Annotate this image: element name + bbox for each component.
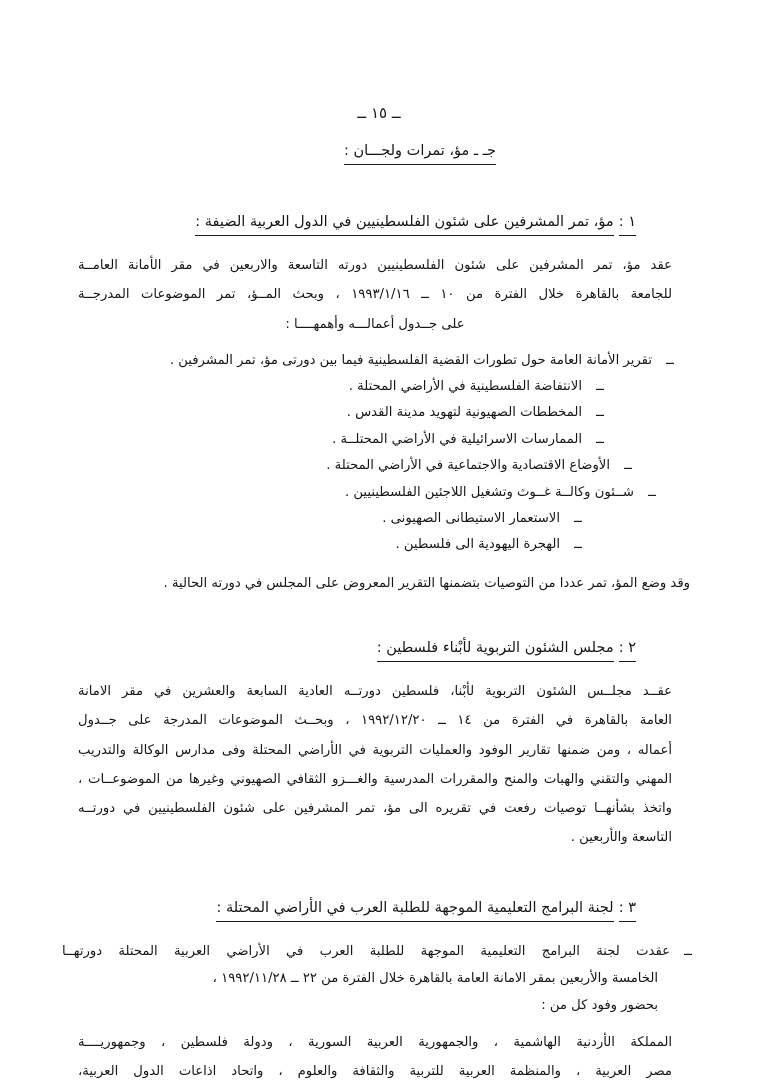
section-3-list-item [62, 938, 696, 965]
list-item [62, 506, 696, 532]
list-item-label: الأوضاع الاقتصادية والاجتماعية في الأراضي المحتلة . [326, 458, 610, 474]
section-3-title-text: لجنة البرامج التعليمية الموجهة للطلبة العرب في الأراضي المحتلة : [216, 897, 613, 922]
dash-icon: ــ [648, 484, 656, 500]
section-1-paragraph-line: على جــدول أعمالـــه وأهمهــــا : [285, 316, 465, 332]
dash-icon: ــ [684, 943, 692, 959]
section-2-paragraph-line: أعماله ، ومن ضمنها تقارير الوفود والعمليات التربوية في الأراضي المحتلة وفى مدارس الوكالة والتدريب [78, 742, 672, 758]
dash-icon: ــ [624, 458, 632, 474]
section-3-tail-line: مصر العربية ، والمنظمة العربية للتربية والثقافة والعلوم ، واتحاد اذاعات الدول العربية، [78, 1064, 672, 1080]
list-item [62, 532, 696, 558]
section-1-paragraph-line: عقد مؤ، تمر المشرفين على شئون الفلسطينيين دورته التاسعة والاربعين في مقر الأمانة العامــة [78, 258, 672, 274]
section-2-paragraph-line: المهني والتقني والهبات والمنح والمقررات المدرسية والغـــزو الثقافي الصهيوني وغيرها من الموضوعــات ، [78, 771, 672, 787]
page-number: ــ ١٥ ــ [357, 104, 401, 122]
dash-icon: ــ [574, 537, 582, 553]
list-item [62, 427, 696, 453]
dash-icon: ــ [596, 431, 604, 447]
section-1-bullet-list [62, 348, 696, 559]
spacer [62, 179, 696, 189]
list-item-label: الهجرة اليهودية الى فلسطين . [395, 537, 560, 553]
dash-icon: ــ [574, 511, 582, 526]
dash-icon: ــ [596, 378, 604, 394]
spacer [62, 597, 696, 615]
list-item-label: عقدت لجنة البرامج التعليمية الموجهة للطلبة العرب في الأراضي العربية المحتلة دورتهــا [62, 943, 670, 959]
section-2-title [62, 637, 696, 662]
list-item-label: المخططات الصهيونية لتهويد مدينة القدس . [346, 405, 582, 421]
list-item-label: شــئون وكالــة غــوث وتشغيل اللاجئين الفلسطينيين . [344, 484, 634, 500]
section-2-paragraph-line: واتخذ بشأنهــا توصيات رفعت في تقريره الى مؤ، تمر المشرفين على شئون الفلسطينيين في دورتــه [78, 800, 672, 816]
list-item [62, 348, 696, 374]
list-item-label: تقرير الأمانة العامة حول تطورات القضية الفلسطينية فيما بين دورتى مؤ، تمر المشرفين . [169, 352, 652, 368]
list-item-label: الانتفاضة الفلسطينية في الأراضي المحتلة . [348, 378, 582, 394]
spacer [62, 1019, 696, 1029]
section-1-title [62, 211, 696, 236]
section-1-note: وقد وضع المؤ، تمر عددا من التوصيات بتضمنها التقرير المعروض على المجلس في دورته الحالية . [163, 575, 690, 591]
list-item [62, 453, 696, 479]
dash-icon: ــ [666, 352, 674, 368]
section-1-paragraph-line: للجامعة بالقاهرة خلال الفترة من ١٠ ــ ١٩٩٣/١/١٦ ، وبحث المــؤ، تمر الموضوعات المدرجــة [78, 287, 672, 303]
spacer [62, 853, 696, 879]
section-3-tail-line: المملكة الأردنية الهاشمية ، والجمهورية العربية السورية ، ودولة فلسطين ، وجمهوريــــة [78, 1035, 672, 1051]
dash-icon: ــ [596, 405, 604, 421]
section-3-index: ٣ : [619, 897, 636, 922]
section-header-text: جـ ـ مؤ، تمرات ولجـــان : [344, 140, 496, 165]
section-3-title [62, 897, 696, 922]
section-2-index: ٢ : [619, 637, 636, 662]
section-2-paragraph-line: التاسعة والأربعين . [570, 829, 672, 845]
section-3-list-item-continued: الخامسة والأربعين بمقر الامانة العامة بالقاهرة خلال الفترة من ٢٢ ــ ١٩٩٢/١١/٢٨ ، [212, 971, 658, 987]
section-2-title-text: مجلس الشئون التربوية لأبْناء فلسطين : [377, 637, 614, 662]
section-2-paragraph-line: عقــد مجلــس الشئون التربوية لأبْنا، فلسطين دورتــه العادية السابعة والعشرين في مقر الامانة [78, 684, 672, 700]
list-item [62, 374, 696, 400]
document-content [62, 140, 696, 1087]
document-section-header [62, 140, 696, 165]
list-item [62, 400, 696, 426]
list-item-label: الممارسات الاسرائيلية في الأراضي المحتلــة . [332, 431, 582, 447]
section-3-tail-line: بحضور وفود كل من : [541, 998, 658, 1014]
section-2-paragraph-line: العامة بالقاهرة في الفترة من ١٤ ــ ١٩٩٢/١٢/٢٠ ، وبحــث الموضوعات المدرجة على جــدول [78, 713, 672, 729]
list-item [62, 480, 696, 506]
section-1-title-text: مؤ، تمر المشرفين على شئون الفلسطينيين في الدول العربية الضيفة : [195, 211, 613, 236]
section-1-index: ١ : [619, 211, 636, 236]
list-item-label: الاستعمار الاستيطانى الصهيونى . [382, 511, 560, 526]
